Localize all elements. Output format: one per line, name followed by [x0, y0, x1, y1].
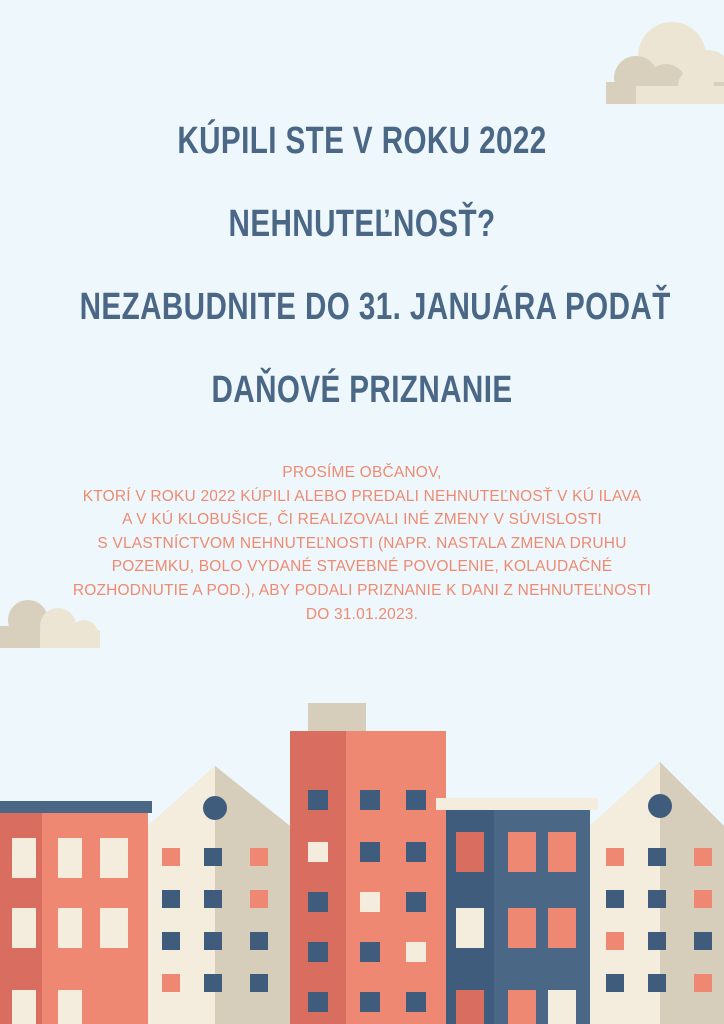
headline-line: KÚPILI STE V ROKU 2022 — [177, 120, 547, 162]
headline-line: NEZABUDNITE DO 31. JANUÁRA PODAŤ — [79, 286, 671, 328]
city-buildings-illustration — [0, 690, 724, 1024]
notice-line: PROSÍME OBČANOV, — [282, 464, 442, 481]
notice-line: S VLASTNÍCTVOM NEHNUTEĽNOSTI (NAPR. NASTALA ZMENA DRUHU — [97, 534, 627, 552]
notice-line: A V KÚ KLOBUŠICE, ČI REALIZOVALI INÉ ZMENY V SÚVISLOSTI — [122, 511, 602, 529]
headline-line: NEHNUTEĽNOSŤ? — [228, 203, 496, 245]
building — [590, 762, 724, 1024]
cloud-icon — [596, 14, 724, 104]
notice-line: POZEMKU, BOLO VYDANÉ STAVEBNÉ POVOLENIE, KOLAUDAČNÉ — [111, 558, 613, 576]
building — [148, 766, 290, 1024]
building — [436, 798, 598, 1024]
notice-line: KTORÍ V ROKU 2022 KÚPILI ALEBO PREDALI NEHNUTEĽNOSŤ V KÚ ILAVA — [82, 487, 642, 505]
notice-line: DO 31.01.2023. — [305, 605, 419, 623]
building — [290, 703, 446, 1024]
headline — [0, 100, 724, 432]
headline-line: DAŇOVÉ PRIZNANIE — [211, 369, 513, 411]
notice-text — [20, 461, 704, 626]
building — [0, 801, 152, 1024]
notice-line: ROZHODNUTIE A POD.), ABY PODALI PRIZNANIE K DANI Z NEHNUTEĽNOSTI — [72, 581, 652, 599]
